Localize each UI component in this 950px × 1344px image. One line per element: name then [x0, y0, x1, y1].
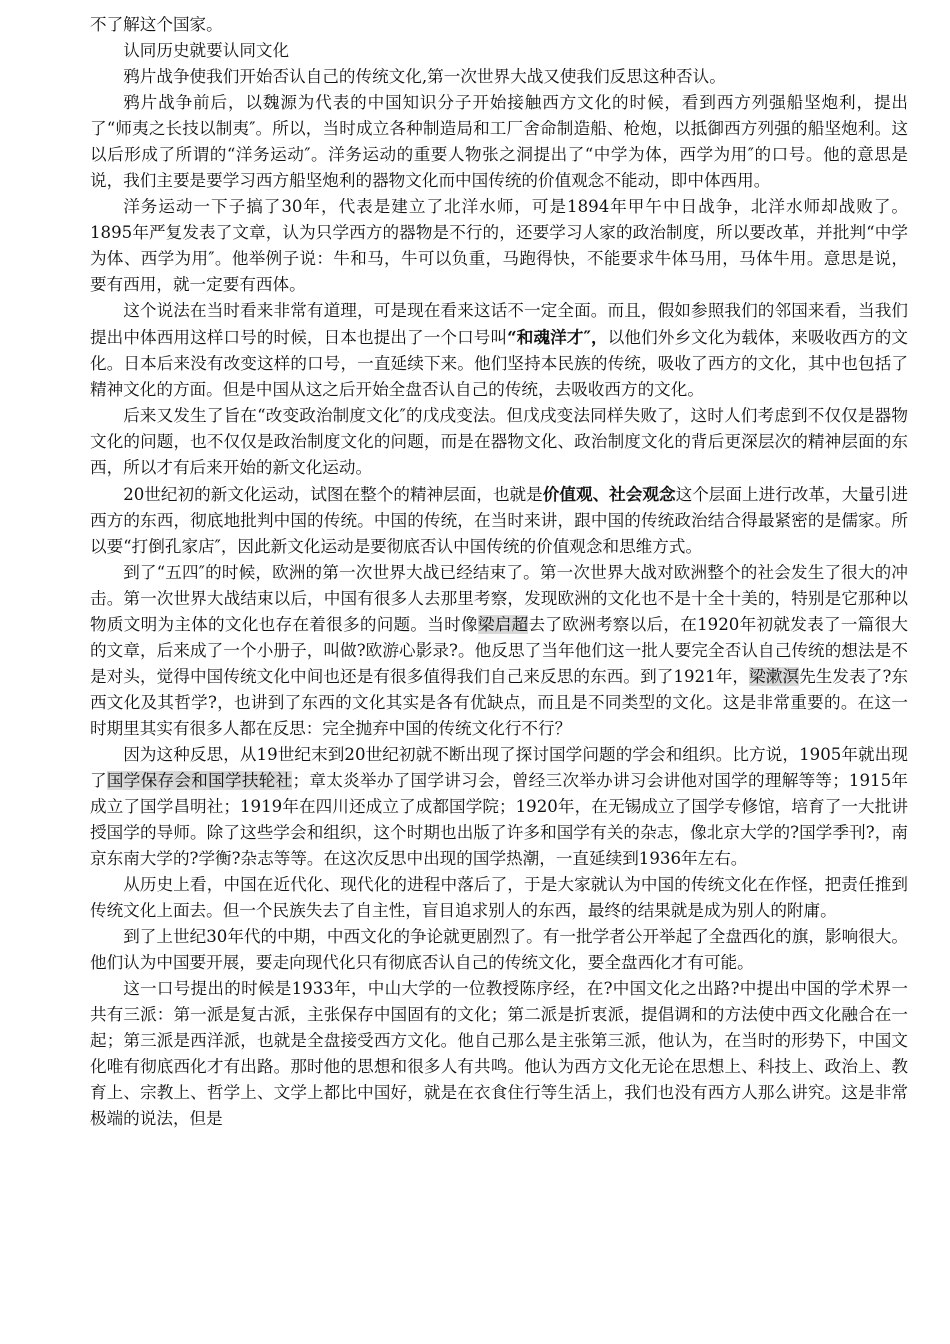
paragraph-5: 后来又发生了旨在“改变政治制度文化″的戊戌变法。但戊戌变法同样失败了，这时人们考虑到不仅仅是器物文化的问题，也不仅仅是政治制度文化的问题，而是在器物文化、政治制度文化的背后更深层次的精神层面的东西，所以才有后来开始的新文化运动。 — [90, 406, 908, 477]
paragraph-2: 鸦片战争前后，以魏源为代表的中国知识分子开始接触西方文化的时候，看到西方列强船坚炮利，提出了“师夷之长技以制夷″。所以，当时成立各种制造局和工厂舍命制造船、枪炮，以抵御西方列强的船坚炮利。这以后形成了所谓的“洋务运动″。洋务运动的重要人物张之洞提出了“中学为体，西学为用″的口号。他的意思是说，我们主要是要学习西方船坚炮利的器物文化而中国传统的价值观念不能动，即中体西用。 — [90, 93, 908, 190]
paragraph-7-text-a: 到了“五四″的时候，欧洲的第一次世界大战已经结束了。第一次世界大战对欧洲整个的社会发生了很大的冲击。第一次世界大战结束以后，中国有很多人去那里考察，发现欧洲的文化也不是十全十美的，特别是它那种以物质文明为主体的文化也存在着很多的问题。当时像 — [90, 563, 908, 634]
paragraph-9: 从历史上看，中国在近代化、现代化的进程中落后了，于是大家就认为中国的传统文化在作怪，把责任推到传统文化上面去。但一个民族失去了自主性，盲目追求别人的东西，最终的结果就是成为别人的附庸。 — [90, 875, 908, 920]
paragraph-3: 洋务运动一下子搞了30年，代表是建立了北洋水师，可是1894年甲午中日战争，北洋水师却战败了。1895年严复发表了文章，认为只学西方的器物是不行的，还要学习人家的政治制度，所以要改革，并批判“中学为体、西学为用″。他举例子说：牛和马，牛可以负重，马跑得快，不能要求牛体马用，马体牛用。意思是说，要有西用，就一定要有西体。 — [90, 197, 908, 294]
bold-phrase-values: 价值观、社会观念 — [542, 484, 676, 504]
paragraph-7 — [90, 560, 908, 742]
paragraph-8-text-c: ；章太炎举办了国学讲习会，曾经三次举办讲习会讲他对国学的理解等等；1915年成立了国学昌明社；1919年在四川还成立了成都国学院；1920年，在无锡成立了国学专修馆，培育了一大批讲授国学的导师。除了这些学会和组织，这个时期也出版了许多和国学有关的杂志，像北京大学的?国学季刊?，南京东南大学的?学衡?杂志等等。在这次反思中出现的国学热潮，一直延续到1936年左右。 — [90, 771, 909, 868]
paragraph-7-text-c: 去了欧洲考察以后，在1920年初就发表了一篇很大的文章，后来成了一个小册子，叫做?欧游心影录?。他反思了当年他们这一批人要完全否认自己传统的想法是不是对头，觉得中国传统文化中间也还是有很多值得我们自己来反思的东西。到了1921年， — [90, 615, 909, 686]
document-page — [90, 12, 908, 1132]
bold-phrase-wakon-yosai: “和魂洋才″， — [507, 327, 608, 347]
section-heading: 认同历史就要认同文化 — [123, 41, 290, 60]
paragraph-11: 这一口号提出的时候是1933年，中山大学的一位教授陈序经，在?中国文化之出路?中提出中国的学术界一共有三派：第一派是复古派，主张保存中国固有的文化；第二派是折衷派，提倡调和的方法使中西文化融合在一起；第三派是西洋派，也就是全盘接受西方文化。他自己那么是主张第三派，他认为，在当时的形势下，中国文化唯有彻底西化才有出路。那时他的思想和很多人有共鸣。他认为西方文化无论在思想上、科技上、政治上、教育上、宗教上、哲学上、文学上都比中国好，就是在衣食住行等生活上，我们也没有西方人那么讲究。这是非常极端的说法，但是 — [90, 979, 908, 1128]
highlight-liang-shuming: 梁漱溟 — [749, 667, 800, 686]
paragraph-0: 不了解这个国家。 — [90, 15, 223, 34]
paragraph-4-text-a: 这个说法在当时看来非常有道理，可是现在看来这话不一定全面。而且，假如参照我们的邻国来看，当我们提出中体西用这样口号的时候，日本也提出了一个口号叫 — [90, 301, 908, 347]
paragraph-6 — [90, 481, 908, 560]
paragraph-8-text-a: 因为这种反思，从19世纪末到20世纪初就不断出现了探讨国学问题的学会和组织。比方说，1905年就出现了 — [90, 745, 908, 790]
paragraph-7-text-e: 先生发表了?东西文化及其哲学?，也讲到了东西的文化其实是各有优缺点，而且是不同类型的文化。这是非常重要的。在这一时期里其实有很多人都在反思：完全抛弃中国的传统文化行不行？ — [90, 667, 909, 738]
paragraph-8 — [90, 742, 908, 872]
paragraph-10: 到了上世纪30年代的中期，中西文化的争论就更剧烈了。有一批学者公开举起了全盘西化的旗，影响很大。他们认为中国要开展，要走向现代化只有彻底否认自己的传统文化，要全盘西化才有可能。 — [90, 927, 908, 972]
highlight-liang-qichao: 梁启超 — [477, 615, 529, 634]
paragraph-1: 鸦片战争使我们开始否认自己的传统文化,第一次世界大战又使我们反思这种否认。 — [123, 67, 726, 86]
highlight-guoxue-societies: 国学保存会和国学扶轮社 — [106, 771, 293, 790]
paragraph-4 — [90, 298, 908, 403]
paragraph-4-text-c: 以他们外乡文化为载体，来吸收西方的文化。日本后来没有改变这样的口号，一直延续下来。他们坚持本民族的传统，吸收了西方的文化，其中也包括了精神文化的方面。但是中国从这之后开始全盘否认自己的传统，去吸收西方的文化。 — [90, 328, 908, 399]
paragraph-6-text-c: 这个层面上进行改革，大量引进西方的东西，彻底地批判中国的传统。中国的传统，在当时来讲，跟中国的传统政治结合得最紧密的是儒家。所以要“打倒孔家店″，因此新文化运动是要彻底否认中国传统的价值观念和思维方式。 — [90, 485, 909, 556]
paragraph-6-text-a: 20世纪初的新文化运动，试图在整个的精神层面，也就是 — [123, 485, 543, 504]
